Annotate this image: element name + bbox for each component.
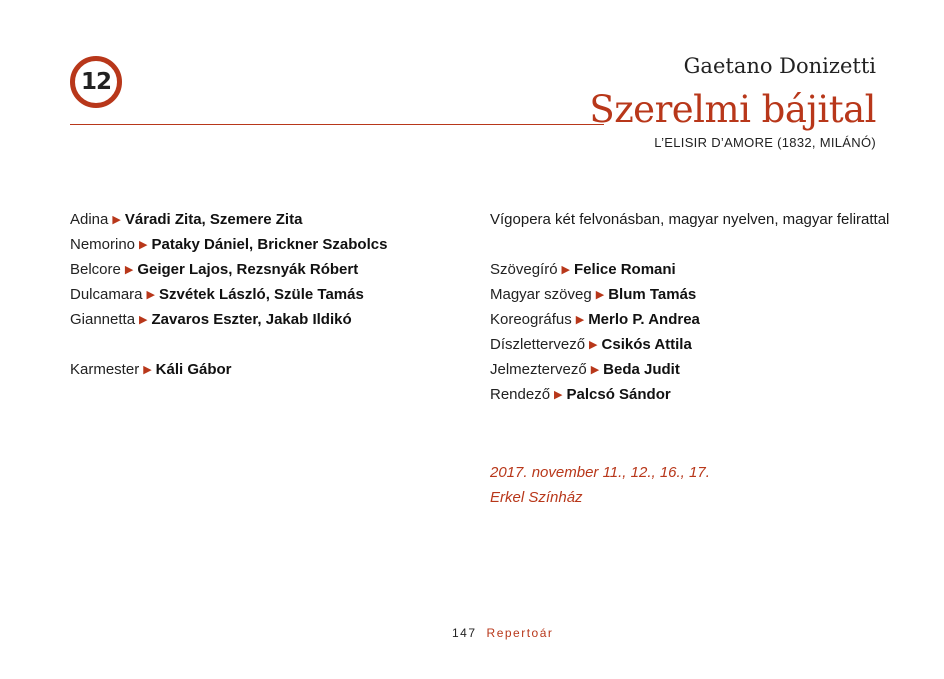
- credit-name: Csikós Attila: [601, 336, 692, 353]
- cast-row: [70, 207, 450, 232]
- credit-name: Beda Judit: [603, 361, 680, 378]
- credit-role: Magyar szöveg: [490, 286, 592, 303]
- cast-row: [70, 232, 450, 257]
- performer-names: Váradi Zita, Szemere Zita: [124, 211, 303, 228]
- credit-role: Szövegíró: [490, 261, 558, 278]
- credit-name: Palcsó Sándor: [566, 386, 671, 403]
- arrow-icon: ▶: [589, 339, 598, 351]
- opera-description: Vígopera két felvonásban, magyar nyelven, magyar felirattal: [490, 211, 890, 228]
- role-label: Adina: [70, 211, 109, 228]
- arrow-icon: ▶: [595, 289, 605, 301]
- credit-row: [490, 307, 910, 332]
- opera-original-title: L’ELISIR D’AMORE (1832, MILÁNÓ): [654, 135, 876, 150]
- performer-names: Geiger Lajos, Rezsnyák Róbert: [137, 261, 359, 278]
- cast-column: [70, 207, 450, 382]
- arrow-icon: ▶: [146, 289, 155, 301]
- arrow-icon: ▶: [561, 264, 571, 276]
- credit-role: Koreográfus: [490, 311, 572, 328]
- credit-row: [490, 332, 910, 357]
- composer-name: Gaetano Donizetti: [683, 54, 876, 78]
- arrow-icon: ▶: [590, 364, 600, 376]
- cast-row: [70, 257, 450, 282]
- credits-column: [490, 207, 910, 407]
- role-label: Giannetta: [70, 311, 136, 328]
- arrow-icon: ▶: [139, 239, 148, 251]
- arrow-icon: ▶: [124, 264, 134, 276]
- role-label: Belcore: [70, 261, 121, 278]
- header-rule: [70, 124, 604, 125]
- arrow-icon: ▶: [143, 364, 152, 376]
- credit-name: Felice Romani: [574, 261, 676, 278]
- credit-row: [490, 382, 910, 407]
- conductor-name: Káli Gábor: [155, 361, 232, 378]
- page-number: 147: [452, 626, 477, 640]
- credit-row: [490, 257, 910, 282]
- arrow-icon: ▶: [554, 389, 563, 401]
- credit-name: Blum Tamás: [608, 286, 697, 303]
- performance-info: [490, 460, 710, 510]
- opera-title: Szerelmi bájital: [589, 88, 876, 131]
- credit-name: Merlo P. Andrea: [588, 311, 700, 328]
- conductor-row: [70, 357, 450, 382]
- cast-row: [70, 307, 450, 332]
- production-number-badge: [70, 56, 122, 108]
- production-number: 12: [80, 69, 111, 95]
- arrow-icon: ▶: [139, 314, 148, 326]
- arrow-icon: ▶: [112, 214, 121, 226]
- role-label: Nemorino: [70, 236, 136, 253]
- credit-role: Díszlettervező: [490, 336, 586, 353]
- section-name: Repertoár: [486, 626, 554, 640]
- credit-role: Rendező: [490, 386, 551, 403]
- performer-names: Szvétek László, Szüle Tamás: [159, 286, 364, 303]
- role-label: Karmester: [70, 361, 140, 378]
- arrow-icon: ▶: [575, 314, 585, 326]
- performer-names: Zavaros Eszter, Jakab Ildikó: [151, 311, 352, 328]
- credit-row: [490, 282, 910, 307]
- performance-dates: 2017. november 11., 12., 16., 17.: [490, 464, 710, 481]
- performance-venue: Erkel Színház: [490, 489, 583, 506]
- role-label: Dulcamara: [70, 286, 143, 303]
- performer-names: Pataky Dániel, Brickner Szabolcs: [151, 236, 388, 253]
- credit-role: Jelmeztervező: [490, 361, 587, 378]
- page-footer: [452, 626, 553, 640]
- cast-row: [70, 282, 450, 307]
- credit-row: [490, 357, 910, 382]
